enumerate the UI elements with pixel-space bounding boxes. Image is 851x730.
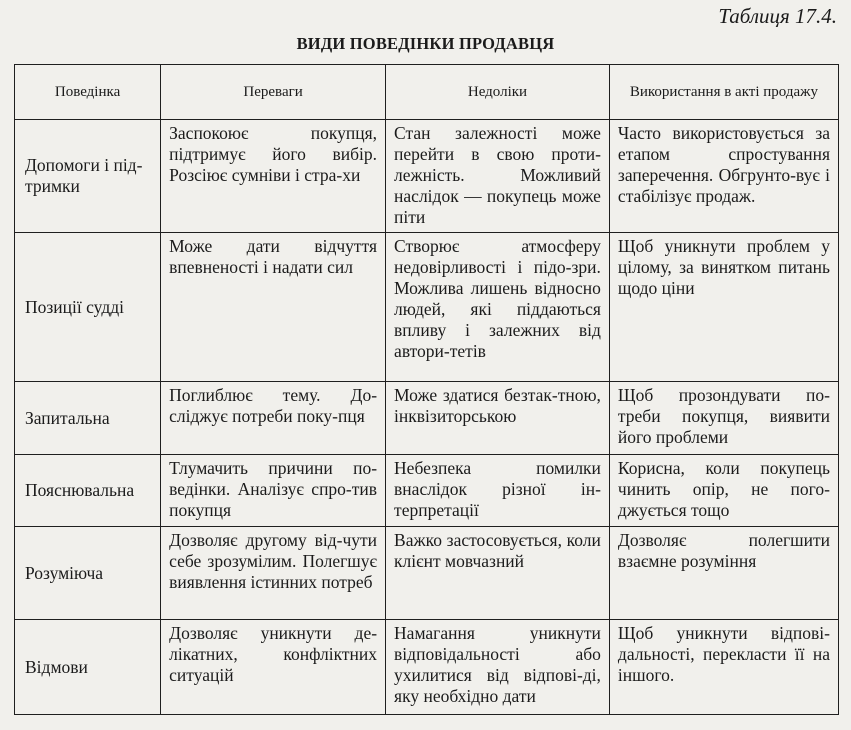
advantages-cell: Тлумачить причини по-ведінки. Аналізує спро-тив покупця: [161, 455, 386, 527]
usage-cell: Дозволяє полегшити взаємне розуміння: [609, 527, 838, 620]
header-usage: Використання в акті продажу: [609, 65, 838, 120]
usage-cell: Щоб уникнути відпові-дальності, перекласти її на іншого.: [609, 620, 838, 715]
disadvantages-cell: Може здатися безтак-тною, інквізиторською: [386, 382, 610, 455]
disadvantages-cell: Важко застосовується, коли клієнт мовчазний: [386, 527, 610, 620]
disadvantages-cell: Небезпека помилки внаслідок різної ін-терпретації: [386, 455, 610, 527]
behavior-cell: Позиції судді: [15, 233, 161, 382]
table-title: ВИДИ ПОВЕДІНКИ ПРОДАВЦЯ: [296, 34, 555, 53]
advantages-cell: Поглиблює тему. До-сліджує потреби поку-пця: [161, 382, 386, 455]
behavior-cell: Відмови: [15, 620, 161, 715]
table-row: [15, 455, 839, 527]
table-row: [15, 120, 839, 233]
disadvantages-cell: Створює атмосферу недовірливості і підо-зри. Можлива лишень відносно людей, які піддаються впливу і залежних від автори-тетів: [386, 233, 610, 382]
usage-cell: Щоб уникнути проблем у цілому, за винятком питань щодо ціни: [609, 233, 838, 382]
header-row: [15, 65, 839, 120]
table-row: [15, 233, 839, 382]
usage-cell: Корисна, коли покупець чинить опір, не пого-джується тощо: [609, 455, 838, 527]
behavior-cell: Запитальна: [15, 382, 161, 455]
disadvantages-cell: Стан залежності може перейти в свою проти-лежність. Можливий наслідок — покупець може піти: [386, 120, 610, 233]
behavior-cell: Розуміюча: [15, 527, 161, 620]
behavior-cell: Пояснювальна: [15, 455, 161, 527]
usage-cell: Часто використовується за етапом спростування заперечення. Обгрунто-вує і стабілізує продаж.: [609, 120, 838, 233]
behavior-table: [14, 64, 839, 715]
advantages-cell: Дозволяє уникнути де-лікатних, конфліктних ситуацій: [161, 620, 386, 715]
header-advantages: Переваги: [161, 65, 386, 120]
header-behavior: Поведінка: [15, 65, 161, 120]
usage-cell: Щоб прозондувати по-треби покупця, виявити його проблеми: [609, 382, 838, 455]
advantages-cell: Дозволяє другому від-чути себе зрозумілим. Полегшує виявлення істинних потреб: [161, 527, 386, 620]
disadvantages-cell: Намагання уникнути відповідальності або ухилитися від відпові-ді, яку необхідно дати: [386, 620, 610, 715]
advantages-cell: Заспокоює покупця, підтримує його вибір. Розсіює сумніви і стра-хи: [161, 120, 386, 233]
advantages-cell: Може дати відчуття впевненості і надати сил: [161, 233, 386, 382]
header-disadvantages: Недоліки: [386, 65, 610, 120]
table-row: [15, 382, 839, 455]
behavior-cell: Допомоги і під-тримки: [15, 120, 161, 233]
table-row: [15, 620, 839, 715]
table-number: Таблиця 17.4.: [718, 4, 837, 28]
table-row: [15, 527, 839, 620]
